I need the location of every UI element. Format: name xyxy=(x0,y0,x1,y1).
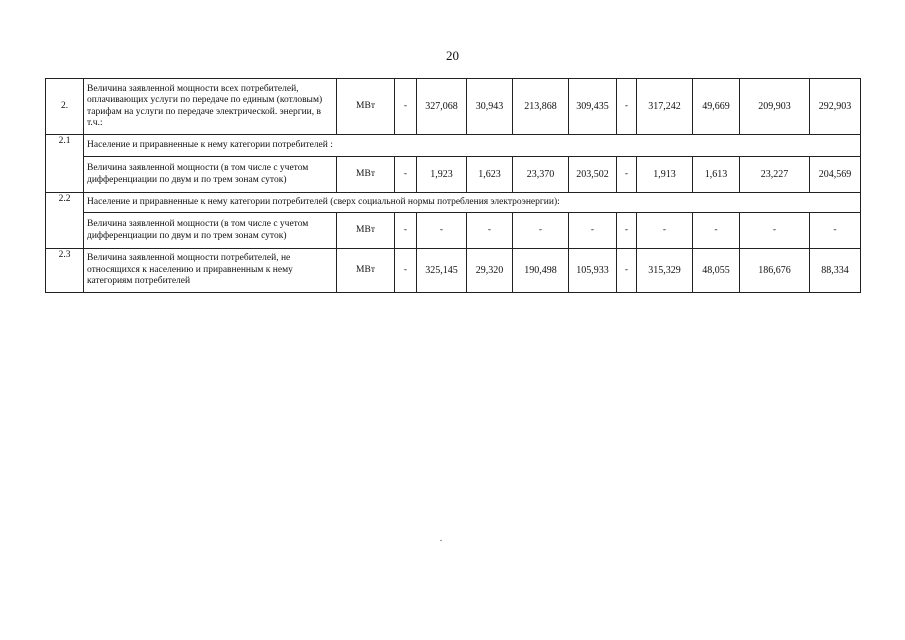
value-cell: 209,903 xyxy=(740,79,810,135)
value-cell: - xyxy=(395,249,417,293)
value-cell: 317,242 xyxy=(637,79,693,135)
value-cell: 203,502 xyxy=(569,157,617,193)
row-unit: МВт xyxy=(337,157,395,193)
row-unit: МВт xyxy=(337,213,395,249)
value-cell: 213,868 xyxy=(513,79,569,135)
value-cell: - xyxy=(693,213,740,249)
value-cell: 1,923 xyxy=(417,157,467,193)
section-title: Население и приравненные к нему категории потребителей (сверх социальной нормы потребления электроэнергии): xyxy=(84,193,861,213)
table-row xyxy=(46,135,861,157)
value-cell: 325,145 xyxy=(417,249,467,293)
value-cell: 292,903 xyxy=(810,79,861,135)
value-cell: - xyxy=(617,79,637,135)
value-cell: - xyxy=(513,213,569,249)
row-description: Величина заявленной мощности всех потребителей, оплачивающих услуги по передаче по единым (котловым) тарифам на услуги по передаче электрической. энергии, в т.ч.: xyxy=(84,79,337,135)
row-number: 2.1 xyxy=(46,135,84,193)
value-cell: 88,334 xyxy=(810,249,861,293)
value-cell: 23,227 xyxy=(740,157,810,193)
page-number: 20 xyxy=(446,48,459,63)
row-number: 2.3 xyxy=(46,249,84,293)
value-cell: - xyxy=(395,213,417,249)
row-description: Величина заявленной мощности (в том числе с учетом дифференциации по двум и по трем зонам суток) xyxy=(84,213,337,249)
row-description: Величина заявленной мощности (в том числе с учетом дифференциации по двум и по трем зонам суток) xyxy=(84,157,337,193)
value-cell: - xyxy=(569,213,617,249)
value-cell: 1,623 xyxy=(467,157,513,193)
value-cell: 1,913 xyxy=(637,157,693,193)
value-cell: 327,068 xyxy=(417,79,467,135)
value-cell: - xyxy=(637,213,693,249)
value-cell: 1,613 xyxy=(693,157,740,193)
table-row xyxy=(46,249,861,293)
value-cell: 186,676 xyxy=(740,249,810,293)
table-row xyxy=(46,193,861,213)
section-title: Население и приравненные к нему категории потребителей : xyxy=(84,135,861,157)
value-cell: - xyxy=(740,213,810,249)
scan-speck xyxy=(440,540,442,541)
value-cell: 315,329 xyxy=(637,249,693,293)
value-cell: 30,943 xyxy=(467,79,513,135)
value-cell: 105,933 xyxy=(569,249,617,293)
value-cell: - xyxy=(417,213,467,249)
value-cell: 190,498 xyxy=(513,249,569,293)
value-cell: - xyxy=(810,213,861,249)
row-number: 2.2 xyxy=(46,193,84,249)
row-number: 2. xyxy=(46,79,84,135)
table-row xyxy=(46,79,861,135)
table-row xyxy=(46,157,861,193)
value-cell: - xyxy=(617,249,637,293)
row-description: Величина заявленной мощности потребителей, не относящихся к населению и приравненным к нему категориям потребителей xyxy=(84,249,337,293)
value-cell: 23,370 xyxy=(513,157,569,193)
value-cell: 49,669 xyxy=(693,79,740,135)
row-unit: МВт xyxy=(337,79,395,135)
value-cell: - xyxy=(467,213,513,249)
value-cell: 204,569 xyxy=(810,157,861,193)
value-cell: 48,055 xyxy=(693,249,740,293)
value-cell: - xyxy=(617,157,637,193)
value-cell: 309,435 xyxy=(569,79,617,135)
value-cell: - xyxy=(617,213,637,249)
capacity-table xyxy=(45,78,861,293)
value-cell: - xyxy=(395,79,417,135)
table-row xyxy=(46,213,861,249)
value-cell: 29,320 xyxy=(467,249,513,293)
value-cell: - xyxy=(395,157,417,193)
row-unit: МВт xyxy=(337,249,395,293)
